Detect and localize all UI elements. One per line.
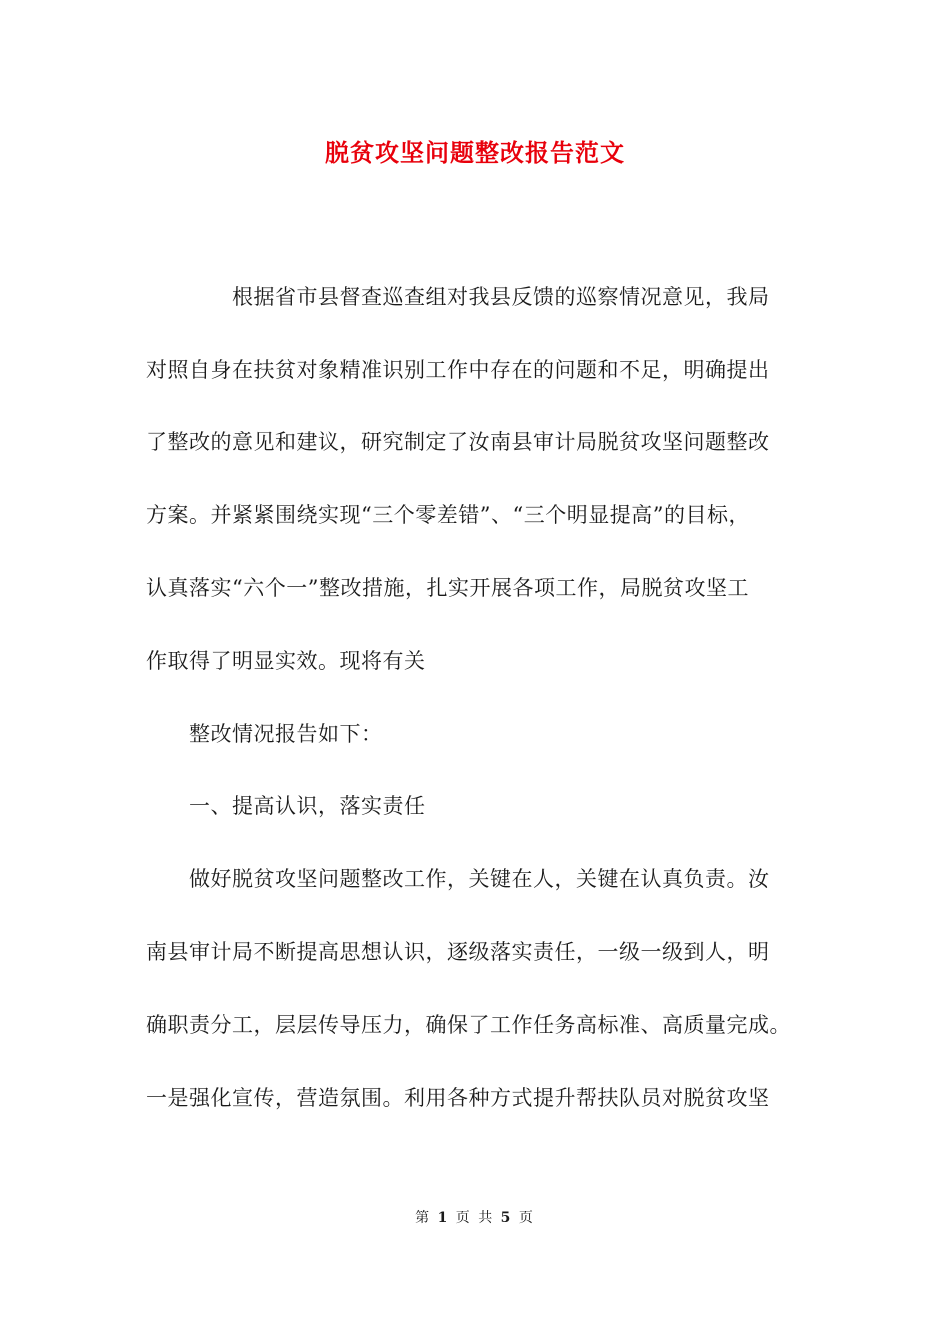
body-line: 了整改的意见和建议，研究制定了汝南县审计局脱贫攻坚问题整改 bbox=[146, 430, 770, 454]
body-line: 认真落实“六个一”整改措施，扎实开展各项工作，局脱贫攻坚工 bbox=[146, 576, 749, 600]
body-line: 做好脱贫攻坚问题整改工作，关键在人，关键在认真负责。汝 bbox=[189, 867, 770, 891]
body-line: 整改情况报告如下： bbox=[189, 722, 383, 746]
footer-prefix: 第 bbox=[415, 1210, 432, 1226]
body-line: 南县审计局不断提高思想认识，逐级落实责任，一级一级到人，明 bbox=[146, 940, 770, 964]
document-title: 脱贫攻坚问题整改报告范文 bbox=[325, 138, 625, 167]
body-line: 作取得了明显实效。现将有关 bbox=[146, 649, 426, 673]
body-line: 确职责分工，层层传导压力，确保了工作任务高标准、高质量完成。 bbox=[146, 1013, 791, 1037]
footer-suffix: 页 bbox=[518, 1210, 535, 1226]
section-heading: 一、提高认识，落实责任 bbox=[189, 794, 426, 818]
current-page-number: 1 bbox=[437, 1210, 450, 1226]
page-footer bbox=[0, 1208, 950, 1228]
body-line: 方案。并紧紧围绕实现“三个零差错”、“三个明显提高”的目标， bbox=[146, 503, 750, 527]
body-line: 根据省市县督查巡查组对我县反馈的巡察情况意见，我局 bbox=[232, 285, 770, 309]
body-line: 一是强化宣传，营造氛围。利用各种方式提升帮扶队员对脱贫攻坚 bbox=[146, 1086, 770, 1110]
body-line: 对照自身在扶贫对象精准识别工作中存在的问题和不足，明确提出 bbox=[146, 358, 770, 382]
footer-middle: 页 共 bbox=[455, 1210, 495, 1226]
total-pages-number: 5 bbox=[500, 1210, 513, 1226]
